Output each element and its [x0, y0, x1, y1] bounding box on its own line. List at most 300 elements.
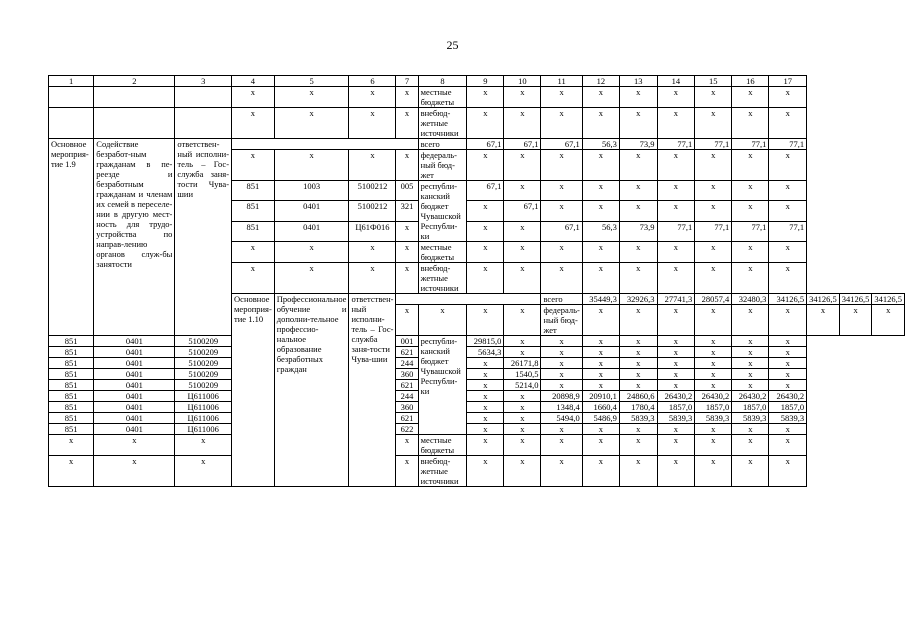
- x-cell: x: [732, 435, 769, 456]
- x-cell: x: [94, 435, 175, 456]
- table-row: [49, 413, 905, 424]
- x-cell: x: [504, 435, 541, 456]
- page-number: 25: [446, 38, 459, 52]
- value-cell: x: [657, 380, 695, 391]
- x-cell: x: [657, 456, 695, 487]
- value-cell: x: [467, 413, 504, 424]
- value-cell: x: [769, 181, 807, 201]
- x-cell: x: [769, 108, 807, 139]
- code-cell: 851: [232, 181, 275, 201]
- x-cell: x: [657, 305, 695, 336]
- x-cell: x: [769, 87, 807, 108]
- value-cell: 5839,3: [769, 413, 807, 424]
- value-cell: 24860,6: [619, 391, 657, 402]
- empty-cell: [94, 87, 175, 108]
- x-cell: x: [619, 305, 657, 336]
- x-cell: x: [541, 263, 582, 294]
- x-cell: x: [396, 435, 418, 456]
- code-cell: 0401: [94, 402, 175, 413]
- value-cell: x: [582, 336, 619, 347]
- value-cell: x: [541, 336, 582, 347]
- value-cell: x: [769, 369, 807, 380]
- x-cell: x: [619, 435, 657, 456]
- value-cell: x: [769, 347, 807, 358]
- code-cell: 0401: [94, 413, 175, 424]
- code-cell: 5100209: [175, 347, 232, 358]
- value-cell: 67,1: [467, 139, 504, 150]
- value-cell: 77,1: [695, 139, 732, 150]
- value-cell: 67,1: [504, 139, 541, 150]
- code-cell: 851: [49, 402, 94, 413]
- value-cell: 5494,0: [541, 413, 582, 424]
- value-cell: 34126,5: [807, 294, 840, 305]
- value-cell: 67,1: [467, 181, 504, 201]
- source-label: федераль-ный бюд-жет: [418, 150, 467, 181]
- value-cell: x: [657, 369, 695, 380]
- value-cell: x: [467, 358, 504, 369]
- code-cell: Ц611006: [175, 413, 232, 424]
- value-cell: 5486,9: [582, 413, 619, 424]
- x-cell: x: [232, 150, 275, 181]
- x-cell: x: [582, 87, 619, 108]
- code-cell: 0401: [94, 347, 175, 358]
- x-cell: x: [695, 108, 732, 139]
- x-cell: x: [732, 305, 769, 336]
- code-cell: 621: [396, 413, 418, 424]
- x-cell: x: [582, 456, 619, 487]
- empty-cell: [49, 108, 94, 139]
- code-cell: Ц611006: [175, 402, 232, 413]
- value-cell: 5634,3: [467, 347, 504, 358]
- x-cell: x: [732, 263, 769, 294]
- x-cell: x: [467, 305, 504, 336]
- table-row: [49, 369, 905, 380]
- x-cell: x: [274, 242, 349, 263]
- value-cell: 77,1: [769, 221, 807, 241]
- table-row: [49, 87, 905, 108]
- x-cell: x: [695, 242, 732, 263]
- x-cell: x: [619, 263, 657, 294]
- value-cell: x: [657, 181, 695, 201]
- x-cell: x: [769, 305, 807, 336]
- value-cell: x: [695, 358, 732, 369]
- code-cell: 851: [49, 336, 94, 347]
- x-cell: x: [657, 263, 695, 294]
- code-cell: 851: [49, 413, 94, 424]
- column-number: 1: [49, 76, 94, 87]
- value-cell: x: [582, 201, 619, 221]
- value-cell: x: [695, 336, 732, 347]
- x-cell: x: [541, 108, 582, 139]
- x-cell: x: [175, 456, 232, 487]
- value-cell: x: [695, 380, 732, 391]
- value-cell: x: [657, 201, 695, 221]
- code-cell: 851: [49, 380, 94, 391]
- table-row: [49, 358, 905, 369]
- value-cell: 56,3: [582, 221, 619, 241]
- code-cell: 1003: [274, 181, 349, 201]
- value-cell: x: [619, 201, 657, 221]
- x-cell: x: [695, 435, 732, 456]
- x-cell: x: [274, 87, 349, 108]
- value-cell: 5839,3: [732, 413, 769, 424]
- value-cell: x: [582, 424, 619, 435]
- table-row: [49, 435, 905, 456]
- code-cell: Ц611006: [175, 391, 232, 402]
- code-cell: 5100209: [175, 336, 232, 347]
- x-cell: x: [769, 435, 807, 456]
- value-cell: x: [769, 358, 807, 369]
- source-label: республи-канский бюджет Чувашской Республи-ки: [418, 181, 467, 242]
- x-cell: x: [769, 456, 807, 487]
- code-cell: 0401: [94, 424, 175, 435]
- value-cell: x: [619, 347, 657, 358]
- x-cell: x: [349, 263, 396, 294]
- x-cell: x: [504, 305, 541, 336]
- value-cell: x: [582, 181, 619, 201]
- table-row: [49, 402, 905, 413]
- value-cell: x: [541, 181, 582, 201]
- x-cell: x: [504, 242, 541, 263]
- empty-cell: [94, 108, 175, 139]
- x-cell: x: [582, 150, 619, 181]
- value-cell: x: [582, 347, 619, 358]
- value-cell: x: [541, 358, 582, 369]
- value-cell: 77,1: [732, 221, 769, 241]
- column-number: 15: [695, 76, 732, 87]
- x-cell: x: [807, 305, 840, 336]
- x-cell: x: [732, 150, 769, 181]
- table-row: [49, 108, 905, 139]
- value-cell: x: [732, 358, 769, 369]
- value-cell: x: [769, 201, 807, 221]
- x-cell: x: [732, 456, 769, 487]
- value-cell: 34126,5: [872, 294, 905, 305]
- value-cell: x: [467, 391, 504, 402]
- code-cell: 360: [396, 402, 418, 413]
- column-number: 16: [732, 76, 769, 87]
- x-cell: x: [619, 242, 657, 263]
- value-cell: x: [657, 358, 695, 369]
- code-cell: 5100209: [175, 358, 232, 369]
- value-cell: x: [582, 380, 619, 391]
- x-cell: x: [49, 456, 94, 487]
- value-cell: 67,1: [504, 201, 541, 221]
- value-cell: 20898,9: [541, 391, 582, 402]
- x-cell: x: [541, 242, 582, 263]
- value-cell: x: [732, 336, 769, 347]
- column-number: 9: [467, 76, 504, 87]
- x-cell: x: [541, 150, 582, 181]
- value-cell: 1857,0: [695, 402, 732, 413]
- column-number: 8: [418, 76, 467, 87]
- x-cell: x: [232, 242, 275, 263]
- budget-table: [48, 75, 905, 487]
- value-cell: 1780,4: [619, 402, 657, 413]
- value-cell: x: [732, 380, 769, 391]
- x-cell: x: [175, 435, 232, 456]
- value-cell: 5839,3: [695, 413, 732, 424]
- x-cell: x: [396, 150, 418, 181]
- table-row: [49, 456, 905, 487]
- code-cell: 851: [232, 201, 275, 221]
- x-cell: x: [396, 108, 418, 139]
- value-cell: 32926,3: [619, 294, 657, 305]
- column-number: 7: [396, 76, 418, 87]
- value-cell: 28057,4: [695, 294, 732, 305]
- x-cell: x: [582, 435, 619, 456]
- value-cell: x: [582, 369, 619, 380]
- value-cell: x: [769, 424, 807, 435]
- table-row: [49, 139, 905, 150]
- empty-cell: [175, 108, 232, 139]
- code-cell: 244: [396, 391, 418, 402]
- value-cell: 26430,2: [732, 391, 769, 402]
- x-cell: x: [695, 150, 732, 181]
- x-cell: x: [657, 242, 695, 263]
- table-row: [49, 391, 905, 402]
- x-cell: x: [541, 435, 582, 456]
- x-cell: x: [349, 242, 396, 263]
- column-number: 4: [232, 76, 275, 87]
- code-cell: 244: [396, 358, 418, 369]
- x-cell: x: [732, 108, 769, 139]
- x-cell: x: [349, 150, 396, 181]
- value-cell: x: [695, 201, 732, 221]
- empty-cell: [49, 87, 94, 108]
- x-cell: x: [732, 87, 769, 108]
- x-cell: x: [232, 87, 275, 108]
- value-cell: 34126,5: [839, 294, 872, 305]
- value-cell: x: [467, 402, 504, 413]
- code-cell: 0401: [274, 221, 349, 241]
- value-cell: x: [504, 413, 541, 424]
- value-cell: x: [541, 424, 582, 435]
- value-cell: 56,3: [582, 139, 619, 150]
- code-cell: Ц611006: [175, 424, 232, 435]
- column-number: 14: [657, 76, 695, 87]
- x-cell: x: [349, 108, 396, 139]
- source-label: всего: [418, 139, 467, 150]
- code-cell: 851: [49, 391, 94, 402]
- value-cell: x: [504, 424, 541, 435]
- value-cell: 1857,0: [769, 402, 807, 413]
- code-cell: 0401: [94, 380, 175, 391]
- x-cell: x: [657, 435, 695, 456]
- x-cell: x: [274, 150, 349, 181]
- x-cell: x: [467, 87, 504, 108]
- x-cell: x: [396, 242, 418, 263]
- x-cell: x: [657, 150, 695, 181]
- value-cell: x: [695, 424, 732, 435]
- x-cell: x: [504, 87, 541, 108]
- code-cell: 851: [232, 221, 275, 241]
- table-header-row: [49, 76, 905, 87]
- x-cell: x: [582, 108, 619, 139]
- value-cell: 77,1: [657, 221, 695, 241]
- value-cell: 20910,1: [582, 391, 619, 402]
- value-cell: x: [504, 402, 541, 413]
- x-cell: x: [541, 456, 582, 487]
- x-cell: x: [467, 108, 504, 139]
- column-number: 13: [619, 76, 657, 87]
- description-cell: Содействие безработ-ным гражданам в пе-реезде и безработным гражданам и членам их семей в переселе-нии в другую мест-ность для трудо-устройства по направ-лению органов служ-бы занятости: [94, 139, 175, 336]
- x-cell: x: [504, 150, 541, 181]
- value-cell: x: [541, 201, 582, 221]
- code-cell: 621: [396, 347, 418, 358]
- value-cell: 1348,4: [541, 402, 582, 413]
- code-cell: x: [396, 221, 418, 241]
- x-cell: x: [504, 263, 541, 294]
- value-cell: 29815,0: [467, 336, 504, 347]
- value-cell: x: [695, 181, 732, 201]
- table-row: [49, 336, 905, 347]
- value-cell: 5214,0: [504, 380, 541, 391]
- x-cell: x: [274, 108, 349, 139]
- code-cell: 0401: [94, 336, 175, 347]
- value-cell: 67,1: [541, 139, 582, 150]
- value-cell: 1857,0: [657, 402, 695, 413]
- x-cell: x: [732, 242, 769, 263]
- value-cell: 77,1: [769, 139, 807, 150]
- source-label: федераль-ный бюд-жет: [541, 305, 582, 336]
- value-cell: x: [619, 358, 657, 369]
- source-label: внебюд-жетные источники: [418, 108, 467, 139]
- value-cell: x: [732, 369, 769, 380]
- value-cell: x: [504, 347, 541, 358]
- value-cell: x: [467, 221, 504, 241]
- value-cell: x: [504, 221, 541, 241]
- x-cell: x: [839, 305, 872, 336]
- value-cell: 1857,0: [732, 402, 769, 413]
- value-cell: 26430,2: [657, 391, 695, 402]
- x-cell: x: [396, 456, 418, 487]
- value-cell: x: [695, 369, 732, 380]
- value-cell: 77,1: [732, 139, 769, 150]
- code-cell: 001: [396, 336, 418, 347]
- empty-cell: [175, 87, 232, 108]
- x-cell: x: [49, 435, 94, 456]
- value-cell: x: [541, 347, 582, 358]
- column-number: 12: [582, 76, 619, 87]
- x-cell: x: [695, 305, 732, 336]
- value-cell: x: [541, 380, 582, 391]
- x-cell: x: [467, 263, 504, 294]
- x-cell: x: [467, 150, 504, 181]
- empty-cell: [396, 294, 541, 305]
- value-cell: 1660,4: [582, 402, 619, 413]
- measure-cell: Основное мероприя-тие 1.9: [49, 139, 94, 336]
- executor-cell: ответствен-ный исполни-тель – Гос-служба заня-тости Чува-шии: [175, 139, 232, 336]
- x-cell: x: [504, 108, 541, 139]
- column-number: 6: [349, 76, 396, 87]
- value-cell: 1540,5: [504, 369, 541, 380]
- code-cell: 360: [396, 369, 418, 380]
- x-cell: x: [619, 108, 657, 139]
- code-cell: 321: [396, 201, 418, 221]
- x-cell: x: [769, 242, 807, 263]
- value-cell: x: [619, 369, 657, 380]
- source-label: местные бюджеты: [418, 242, 467, 263]
- code-cell: 851: [49, 358, 94, 369]
- value-cell: 26430,2: [769, 391, 807, 402]
- x-cell: x: [695, 263, 732, 294]
- description-cell: Профессиональное обучение и дополни-тельное профессио-нальное образование безработных граждан: [274, 294, 349, 487]
- empty-cell: [232, 139, 419, 150]
- column-number: 11: [541, 76, 582, 87]
- x-cell: x: [769, 150, 807, 181]
- value-cell: 26171,8: [504, 358, 541, 369]
- value-cell: x: [467, 201, 504, 221]
- value-cell: x: [769, 380, 807, 391]
- value-cell: 73,9: [619, 221, 657, 241]
- value-cell: x: [732, 347, 769, 358]
- x-cell: x: [232, 108, 275, 139]
- x-cell: x: [541, 87, 582, 108]
- source-label: местные бюджеты: [418, 87, 467, 108]
- value-cell: 27741,3: [657, 294, 695, 305]
- value-cell: 77,1: [657, 139, 695, 150]
- value-cell: x: [619, 424, 657, 435]
- code-cell: 0401: [94, 369, 175, 380]
- table-row: [49, 347, 905, 358]
- code-cell: 5100209: [175, 380, 232, 391]
- code-cell: 0401: [274, 201, 349, 221]
- x-cell: x: [232, 263, 275, 294]
- value-cell: 26430,2: [695, 391, 732, 402]
- value-cell: x: [467, 424, 504, 435]
- value-cell: x: [732, 201, 769, 221]
- value-cell: x: [657, 347, 695, 358]
- x-cell: x: [396, 263, 418, 294]
- column-number: 3: [175, 76, 232, 87]
- table-row: [49, 380, 905, 391]
- value-cell: 73,9: [619, 139, 657, 150]
- value-cell: 77,1: [695, 221, 732, 241]
- x-cell: x: [619, 150, 657, 181]
- x-cell: x: [396, 305, 418, 336]
- value-cell: x: [504, 391, 541, 402]
- code-cell: 621: [396, 380, 418, 391]
- value-cell: x: [619, 380, 657, 391]
- code-cell: Ц61Ф016: [349, 221, 396, 241]
- x-cell: x: [582, 242, 619, 263]
- value-cell: x: [619, 181, 657, 201]
- x-cell: x: [769, 263, 807, 294]
- x-cell: x: [582, 263, 619, 294]
- measure-cell: Основное мероприя-тие 1.10: [232, 294, 275, 487]
- x-cell: x: [504, 456, 541, 487]
- x-cell: x: [94, 456, 175, 487]
- value-cell: 5839,3: [657, 413, 695, 424]
- column-number: 10: [504, 76, 541, 87]
- value-cell: x: [695, 347, 732, 358]
- value-cell: x: [582, 358, 619, 369]
- value-cell: 35449,3: [582, 294, 619, 305]
- code-cell: 851: [49, 347, 94, 358]
- column-number: 17: [769, 76, 807, 87]
- x-cell: x: [657, 108, 695, 139]
- code-cell: 0401: [94, 391, 175, 402]
- x-cell: x: [695, 456, 732, 487]
- value-cell: 5839,3: [619, 413, 657, 424]
- x-cell: x: [274, 263, 349, 294]
- x-cell: x: [872, 305, 905, 336]
- x-cell: x: [619, 456, 657, 487]
- source-label: внебюд-жетные источники: [418, 456, 467, 487]
- value-cell: x: [657, 424, 695, 435]
- value-cell: 34126,5: [769, 294, 807, 305]
